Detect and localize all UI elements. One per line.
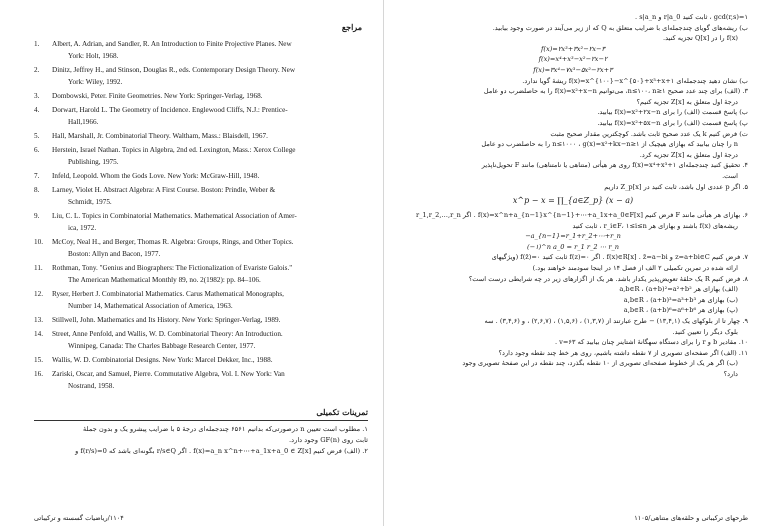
reference-item — [34, 144, 368, 169]
reference-text: Larney, Violet H. Abstract Algebra: A First Course. Boston: Prindle, Weber & — [52, 185, 276, 194]
equation-line: f(x)=۲x³+۳x²−۲x−۳ — [540, 44, 605, 53]
reference-text: Infeld, Leopold. Whom the Gods Love. New York: McGraw-Hill, 1948. — [52, 171, 260, 180]
reference-number: 10. — [34, 237, 43, 246]
reference-item — [34, 104, 368, 129]
supplementary-exercises-title: تمرینات تکمیلی — [34, 405, 368, 421]
reference-text: York: Holt, 1968. — [68, 52, 119, 61]
reference-number: 3. — [34, 92, 40, 101]
reference-text: Wallis, W. D. Combinatorial Designs. New York: Marcel Dekker, Inc., 1988. — [52, 356, 273, 365]
equation-line: (−۱)^n a_0 = r_1 r_2 ⋯ r_n — [526, 242, 620, 251]
reference-number: 15. — [34, 356, 43, 365]
exercise-line: (ب) اگر هر یک از خطوط صفحه‌ای تصویری از ۱۰ نقطه بگذرد، چند نقطه در این صفحهٔ تصویری وجود — [462, 359, 738, 368]
reference-number: 4. — [34, 105, 40, 114]
reference-text: Hall, Marshall, Jr. Combinatorial Theory. Waltham, Mass.: Blaisdell, 1967. — [52, 132, 268, 141]
reference-item — [34, 368, 368, 393]
reference-text: Winnipeg, Canada: The Charles Babbage Research Center, 1977. — [68, 342, 256, 351]
reference-item — [34, 90, 368, 102]
reference-text: York: Wiley, 1992. — [68, 78, 123, 87]
exercise-line: ۲. (الف) فرض کنیم f(x)=a_n x^n+⋯+a_1x+a_0 ∈ Z[x] . اگر r/s∈Q بگونه‌ای باشد که f(r/s)=0 و — [75, 446, 368, 455]
exercise-line: ۵. اگر p عددی اول باشد، ثابت کنید در Z_p[x] داریم — [604, 182, 748, 191]
exercise-line: ۱۰. مقادیر b و r را برای دستگاه سهگانهٔ اشتاینر چنان بیابید که v=۶۳ . — [554, 338, 748, 347]
reference-text: Zariski, Oscar, and Samuel, Pierre. Commutative Algebra, Vol. I. New York: Van — [52, 369, 285, 378]
reference-text: Hall,1966. — [68, 118, 99, 127]
reference-text: Herstein, Israel Nathan. Topics in Algebra, 2nd ed. Lexington, Mass.: Xerox College — [52, 145, 296, 154]
reference-text: Nostrand, 1958. — [68, 382, 115, 391]
exercise-line: ب) پاسخ قسمت (الف) را برای f(x)=x²+۲x−n بیابید. — [597, 108, 748, 117]
reference-text: Ryser, Herbert J. Combinatorial Mathematics. Carus Mathematical Monographs, — [52, 290, 284, 299]
exercise-line: ب) نشان دهید چندجمله‌ای f(x)=x^{۱۰۰}−x^{۵۰}+x³+x+۱ ریشهٔ گویا ندارد. — [522, 76, 748, 85]
reference-number: 8. — [34, 185, 40, 194]
exercise-line: پ) پاسخ قسمت (الف) را برای f(x)=x²+۵x−n بیابید. — [597, 118, 748, 127]
left-page-footer: ۱۱۰۴/ریاضیات گسسته و ترکیباتی — [34, 514, 124, 522]
reference-item — [34, 314, 368, 326]
reference-text: Boston: Allyn and Bacon, 1977. — [68, 250, 161, 259]
exercise-line: ۳. (الف) برای چند عدد صحیح ۱≤n≤۱۰۰، n، می‌توانیم f(x)=x²+x−n را به حاصلضرب دو عامل — [483, 87, 748, 96]
exercise-line: ۴. تحقیق کنید چندجمله‌ای f(x)=x⁴+x³+۱ روی هر هیأتی (متناهی یا نامتناهی) مانند F تحویل‌ناپذیر — [481, 161, 748, 170]
reference-item — [34, 236, 368, 261]
reference-item — [34, 38, 368, 63]
exercise-line: ۷. فرض کنیم z=a+bi∈C و f(x)∈R[x] . z̄=a−bi . اگر f(z)=۰ ثابت کنید f(z̄)=۰ (ویژگیهای — [491, 253, 748, 262]
reference-item — [34, 170, 368, 182]
reference-text: Dinitz, Jeffrey H., and Stinson, Douglas R., eds. Contemporary Design Theory. New — [52, 66, 296, 75]
equation-line: −a_{n−1}=r_1+r_2+⋯+r_n — [525, 232, 621, 241]
reference-text: Albert, A. Adrian, and Sandler, R. An Introduction to Finite Projective Planes. New — [52, 40, 292, 48]
reference-number: 5. — [34, 132, 40, 141]
exercise-line: (الف) بهازای هر a,b∈R ، (a+b)²=a²+b² — [619, 285, 738, 294]
exercise-line: gcd(r,s)=۱ ، ثابت کنید r|a_0 و s|a_n . — [635, 13, 748, 21]
exercise-line: ۹. چهار تا از بلوکهای یک (۱۳,۴,۱) − طرح عبارتند از (۱,۳,۷) ، (۱,۵,۶) ، (۲,۶,۷) ، و (۳,۴,۶) . سه — [484, 317, 748, 326]
reference-text: Stillwell, John. Mathematics and Its History. New York: Springer-Verlag, 1989. — [52, 316, 281, 325]
reference-text: Liu, C. L. Topics in Combinatorial Mathematics. Mathematical Association of Amer- — [52, 211, 297, 220]
right-page — [384, 0, 768, 526]
exercise-line: درجهٔ اول متعلق به Z[x] تجزیه کرد. — [639, 150, 738, 159]
reference-number: 14. — [34, 330, 43, 339]
exercise-line: ۶. بهازای هر هیأتی مانند F فرض کنیم f(x)=x^n+a_{n−1}x^{n−1}+⋯+a_1x+a_0∈F[x] . اگر r_1,r_2,…,r_n — [415, 211, 748, 220]
exercise-line: ارائه شده در تمرین تکمیلی ۲ الف از فصل ۱۴ در اینجا سودمند خواهند بود.) — [532, 264, 738, 273]
reference-item — [34, 210, 368, 235]
reference-number: 9. — [34, 211, 40, 220]
reference-text: Dorwart, Harold L. The Geometry of Incidence. Englewood Cliffs, N.J.: Prentice- — [52, 105, 288, 114]
reference-number: 1. — [34, 40, 40, 48]
reference-item — [34, 130, 368, 142]
reference-item — [34, 288, 368, 313]
reference-text: Number 14, Mathematical Association of America, 1963. — [68, 302, 233, 311]
reference-item — [34, 64, 368, 89]
equation-line: f(x)=۳x⁴−۷x³−۵x²−۲x+۳ — [533, 65, 613, 74]
exercise-line: ۸. فرض کنیم R یک حلقهٔ تعویض‌پذیر یکدار باشد. هر یک از اگزارهای زیر در چه شرایطی درست است؟ — [468, 274, 748, 283]
exercise-line: ثابت روی GF(n) وجود دارد. — [288, 435, 368, 444]
reference-number: 2. — [34, 66, 40, 75]
reference-item — [34, 262, 368, 287]
reference-number: 11. — [34, 264, 43, 273]
reference-item — [34, 354, 368, 366]
reference-text: Schmidt, 1975. — [68, 198, 112, 207]
reference-text: The American Mathematical Monthly 89, no. 2(1982): pp. 84–106. — [68, 276, 261, 285]
product-equation: x^p − x = ∏_{a∈Z_p} (x − a) — [512, 196, 634, 206]
right-page-footer: طرحهای ترکیباتی و حلقه‌های متناهی/۱۱۰۵ — [634, 514, 748, 522]
exercise-line: درجهٔ اول متعلق به Z[x] تجزیه کنیم؟ — [636, 97, 738, 106]
reference-item — [34, 328, 368, 353]
reference-number: 13. — [34, 316, 43, 325]
exercise-line: دارد؟ — [723, 370, 738, 378]
reference-item — [34, 184, 368, 209]
exercise-line: ۱. مطلوب است تعیین n درصورتی‌که بدانیم ۶۵۶۱ چندجمله‌ای درجهٔ ۵ با ضرایب پیشرو یک و بدون جملهٔ — [83, 424, 368, 433]
exercise-line: ۱۱. (الف) اگر صفحه‌ای تصویری از ۷ نقطه داشته باشیم، روی هر خط چند نقطه وجود دارد؟ — [498, 348, 748, 357]
reference-text: Rothman, Tony. "Genius and Biographers: The Fictionalization of Evariste Galois." — [52, 264, 293, 273]
exercise-line: ریشه‌های f(x) باشند و بهازای هر r_i∈F، ۱≤i≤n ، ثابت کنید — [572, 221, 738, 230]
reference-number: 12. — [34, 290, 43, 299]
reference-number: 16. — [34, 369, 43, 378]
reference-number: 6. — [34, 145, 40, 154]
exercise-line: بلوک دیگر را تعیین کنید. — [672, 327, 738, 336]
reference-text: Dombowski, Peter. Finite Geometries. New York: Springer-Verlag, 1968. — [52, 92, 263, 101]
reference-text: ica, 1972. — [68, 224, 97, 233]
references-title: مراجع — [341, 22, 362, 32]
exercise-line: ت) فرض کنیم k یک عدد صحیح ثابت باشد. کوچکترین مقدار صحیح مثبت — [550, 129, 748, 138]
exercise-line: f(x) را در Q[x] تجزیه کنید. — [663, 34, 738, 43]
references-list — [34, 38, 368, 393]
exercise-line: (ب) بهازای هر a,b∈R ، (a+b)³=a³+b³ — [623, 295, 738, 304]
exercise-line: (پ) بهازای هر a,b∈R ، (a+b)⁶=a⁶+b⁶ — [623, 306, 738, 315]
reference-text: Street, Anne Penfold, and Wallis, W. D. Combinatorial Theory: An Introduction. — [52, 330, 283, 339]
supplementary-exercises — [34, 424, 368, 457]
exercise-line: است. — [722, 171, 738, 180]
exercise-line: n را چنان بیابید که بهازای هیچیک از ۱≤n≤۱۰۰۰ ، g(x)=x²+kx−n را به حاصلضرب دو عامل — [481, 140, 738, 149]
equation-line: f(x)=x⁴+x³−x²−۲x−۲ — [538, 55, 608, 64]
reference-text: McCoy, Neal H., and Berger, Thomas R. Algebra: Groups, Rings, and Other Topics. — [52, 237, 294, 246]
reference-number: 7. — [34, 171, 40, 180]
exercise-line: ب) ریشه‌های گویای چندجمله‌ای با ضرایب متعلق به Q که از زیر می‌آیند در صورت وجود بیابید. — [492, 23, 748, 32]
reference-text: Publishing, 1975. — [68, 158, 119, 167]
exercise-block-1 — [398, 12, 748, 192]
exercise-block-2 — [398, 210, 748, 380]
